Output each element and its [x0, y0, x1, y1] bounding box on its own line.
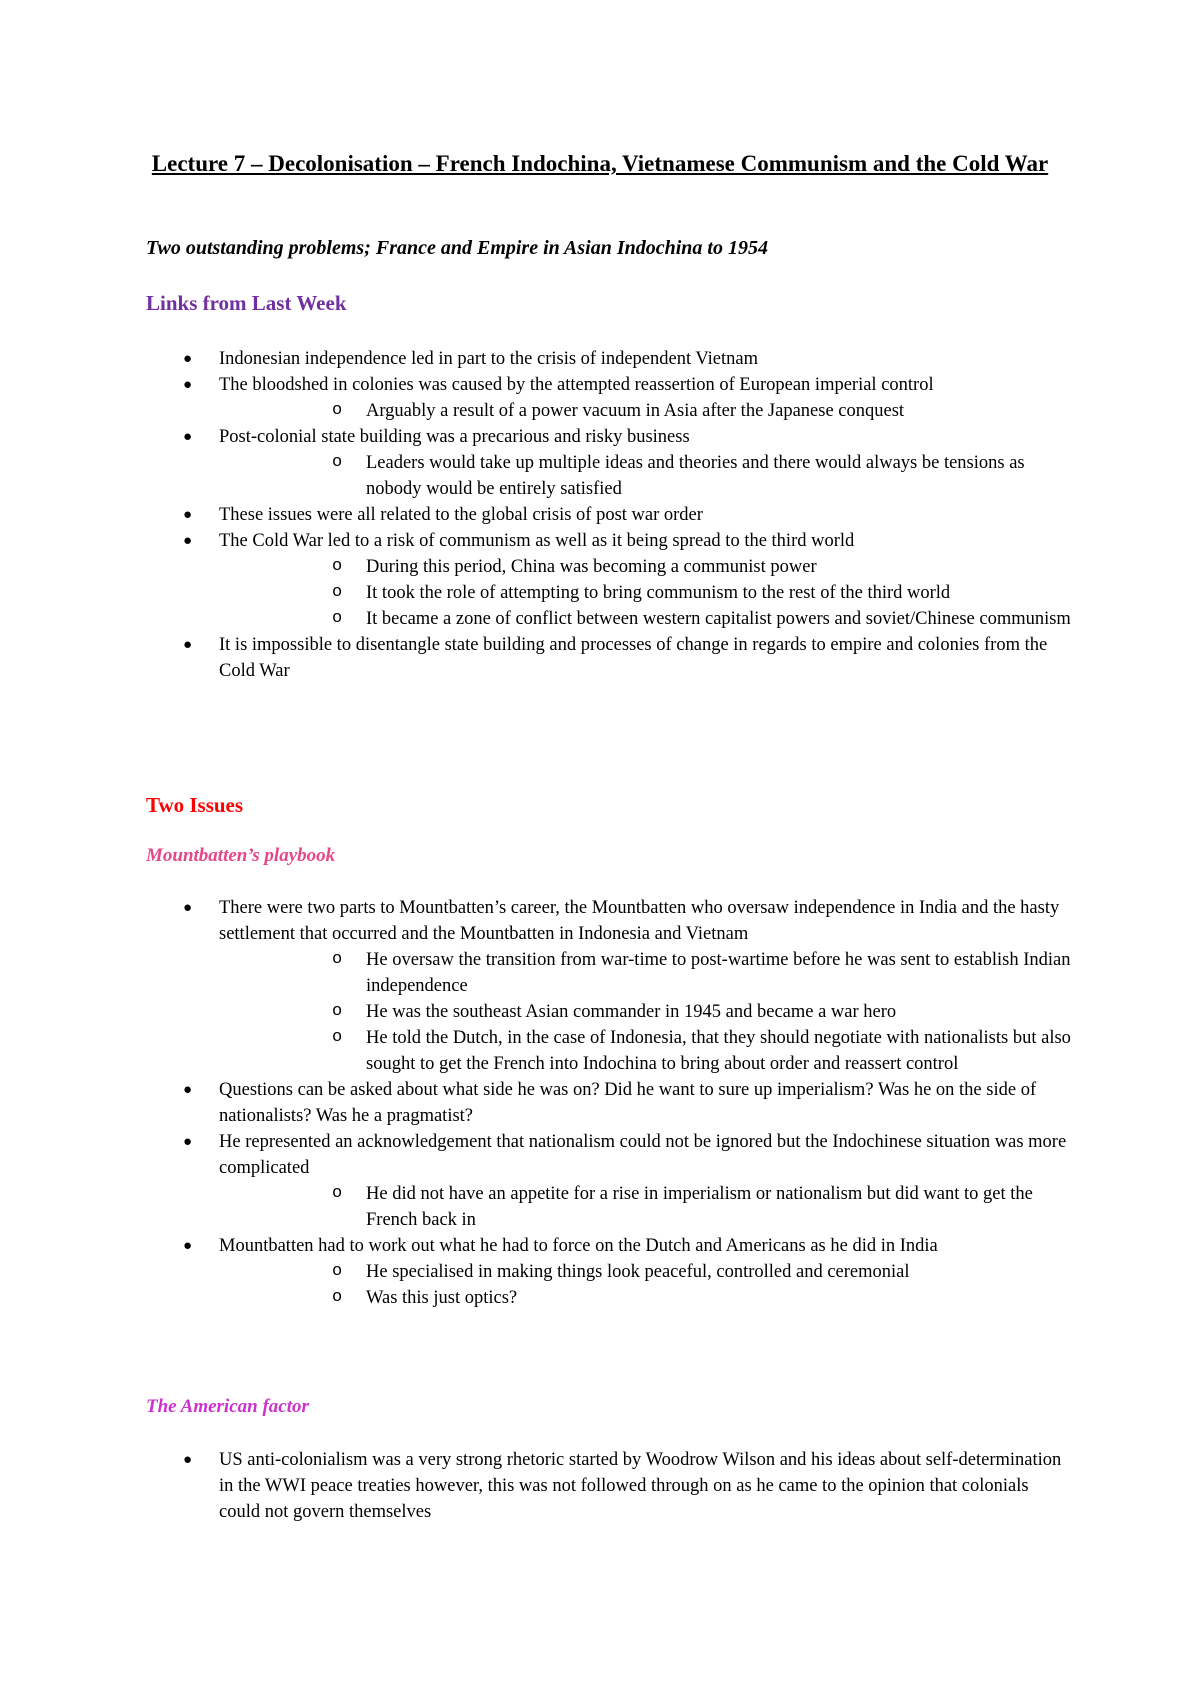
- section-heading-links: Links from Last Week: [146, 291, 347, 315]
- hollow-o-bullet-icon: o: [332, 557, 343, 576]
- list-item-text: Questions can be asked about what side he was on? Did he want to sure up imperialism? Was he on the side of nationalists? Was he a pragmatist?: [219, 1080, 1037, 1126]
- hollow-o-bullet-icon: o: [332, 1002, 343, 1021]
- hollow-o-bullet-icon: o: [332, 950, 343, 969]
- list-item-text: He represented an acknowledgement that nationalism could not be ignored but the Indochinese situation was more complicated: [219, 1132, 1067, 1178]
- sub-list-item: [0, 554, 1076, 580]
- list-item: [0, 1447, 1069, 1525]
- list-item-text: During this period, China was becoming a communist power: [366, 557, 817, 577]
- sub-list-item: [0, 999, 1076, 1025]
- list-item-text: The bloodshed in colonies was caused by the attempted reassertion of European imperial control: [219, 375, 934, 395]
- list-item-text: He did not have an appetite for a rise in imperialism or nationalism but did want to get the French back in: [366, 1184, 1033, 1230]
- list-item: [0, 1077, 1069, 1129]
- list-item-text: He was the southeast Asian commander in 1945 and became a war hero: [366, 1002, 897, 1022]
- sub-list-item: [0, 580, 1076, 606]
- hollow-o-bullet-icon: o: [332, 1028, 343, 1047]
- list-item-text: Post-colonial state building was a precarious and risky business: [219, 427, 690, 447]
- filled-circle-bullet-icon: ●: [183, 533, 193, 549]
- list-item: [0, 1233, 1069, 1259]
- sub-list-item: [0, 1259, 1076, 1285]
- list-item: [0, 346, 1069, 372]
- filled-circle-bullet-icon: ●: [183, 429, 193, 445]
- hollow-o-bullet-icon: o: [332, 583, 343, 602]
- hollow-o-bullet-icon: o: [332, 453, 343, 472]
- hollow-o-bullet-icon: o: [332, 1262, 343, 1281]
- sub-list-item: [0, 1285, 1076, 1311]
- hollow-o-bullet-icon: o: [332, 609, 343, 628]
- list-item-text: Indonesian independence led in part to the crisis of independent Vietnam: [219, 349, 758, 369]
- american-bullet-list: [0, 1447, 1200, 1525]
- list-item-text: These issues were all related to the global crisis of post war order: [219, 505, 703, 525]
- list-item-text: US anti-colonialism was a very strong rhetoric started by Woodrow Wilson and his ideas about self-determination in the WWI peace treaties however, this was not followed through on as he came to the opinion that colonials could not govern themselves: [219, 1450, 1062, 1522]
- document-subtitle: Two outstanding problems; France and Empire in Asian Indochina to 1954: [146, 237, 768, 259]
- hollow-o-bullet-icon: o: [332, 1288, 343, 1307]
- list-item: [0, 632, 1069, 684]
- list-item-text: It is impossible to disentangle state building and processes of change in regards to empire and colonies from the Cold War: [219, 635, 1048, 681]
- list-item: [0, 528, 1069, 554]
- list-item-text: Arguably a result of a power vacuum in Asia after the Japanese conquest: [366, 401, 905, 421]
- filled-circle-bullet-icon: ●: [183, 1238, 193, 1254]
- filled-circle-bullet-icon: ●: [183, 637, 193, 653]
- list-item-text: He oversaw the transition from war-time to post-wartime before he was sent to establish Indian independence: [366, 950, 1071, 996]
- sub-list-item: [0, 1181, 1076, 1233]
- list-item: [0, 1129, 1069, 1181]
- hollow-o-bullet-icon: o: [332, 1184, 343, 1203]
- filled-circle-bullet-icon: ●: [183, 351, 193, 367]
- list-item-text: He told the Dutch, in the case of Indonesia, that they should negotiate with nationalists but also sought to get the French into Indochina to bring about order and reassert control: [366, 1028, 1071, 1074]
- filled-circle-bullet-icon: ●: [183, 1082, 193, 1098]
- subheading-american-factor: The American factor: [146, 1396, 309, 1417]
- list-item-text: There were two parts to Mountbatten’s career, the Mountbatten who oversaw independence in India and the hasty settlement that occurred and the Mountbatten in Indonesia and Vietnam: [219, 898, 1060, 944]
- list-item-text: It became a zone of conflict between western capitalist powers and soviet/Chinese communism: [366, 609, 1071, 629]
- links-bullet-list: [0, 346, 1200, 684]
- filled-circle-bullet-icon: ●: [183, 377, 193, 393]
- filled-circle-bullet-icon: ●: [183, 507, 193, 523]
- list-item-text: The Cold War led to a risk of communism as well as it being spread to the third world: [219, 531, 855, 551]
- list-item: [0, 372, 1069, 398]
- list-item-text: He specialised in making things look peaceful, controlled and ceremonial: [366, 1262, 910, 1282]
- sub-list-item: [0, 1025, 1076, 1077]
- list-item-text: It took the role of attempting to bring communism to the rest of the third world: [366, 583, 951, 603]
- filled-circle-bullet-icon: ●: [183, 1452, 193, 1468]
- list-item-text: Leaders would take up multiple ideas and theories and there would always be tensions as nobody would be entirely satisfied: [366, 453, 1025, 499]
- subheading-mountbatten: Mountbatten’s playbook: [146, 845, 336, 866]
- list-item: [0, 895, 1069, 947]
- filled-circle-bullet-icon: ●: [183, 900, 193, 916]
- list-item-text: Mountbatten had to work out what he had to force on the Dutch and Americans as he did in India: [219, 1236, 938, 1256]
- page-title: Lecture 7 – Decolonisation – French Indochina, Vietnamese Communism and the Cold War: [151, 151, 1049, 176]
- filled-circle-bullet-icon: ●: [183, 1134, 193, 1150]
- sub-list-item: [0, 398, 1076, 424]
- section-heading-two-issues: Two Issues: [146, 793, 244, 817]
- list-item: [0, 424, 1069, 450]
- list-item-text: Was this just optics?: [366, 1288, 518, 1308]
- list-item: [0, 502, 1069, 528]
- mountbatten-bullet-list: [0, 895, 1200, 1311]
- sub-list-item: [0, 606, 1076, 632]
- hollow-o-bullet-icon: o: [332, 401, 343, 420]
- sub-list-item: [0, 947, 1076, 999]
- sub-list-item: [0, 450, 1076, 502]
